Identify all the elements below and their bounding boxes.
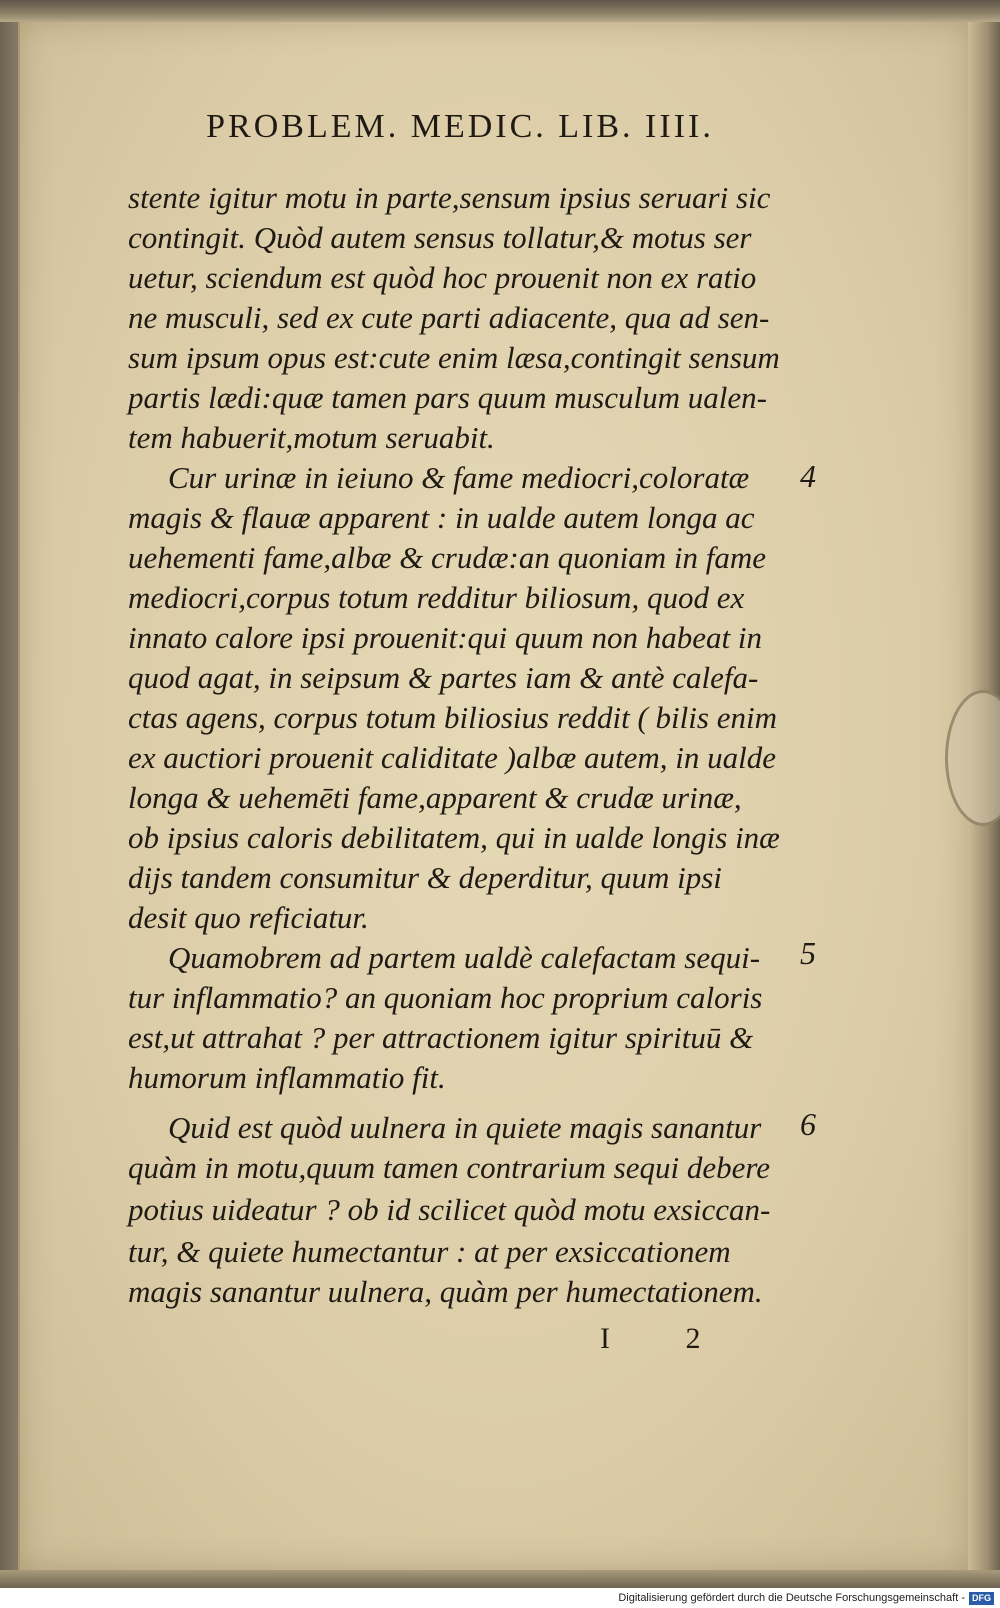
text-line: ne musculi, sed ex cute parti adiacente, qua ad sen- xyxy=(128,300,770,335)
text-line: uehementi fame,albæ & crudæ:an quoniam in fame xyxy=(128,540,766,575)
text-line: quàm in motu,quum tamen contrarium sequi debere xyxy=(128,1150,771,1185)
text-line: innato calore ipsi prouenit:qui quum non habeat in xyxy=(128,620,763,655)
text-line: quod agat, in seipsum & partes iam & antè calefa- xyxy=(128,660,759,695)
text-line: stente igitur motu in parte,sensum ipsius seruari sic xyxy=(128,180,771,215)
text-line: tur inflammatio? an quoniam hoc proprium caloris xyxy=(128,980,763,1015)
text-line: ex auctiori prouenit caliditate )albæ autem, in ualde xyxy=(128,740,777,775)
text-line: contingit. Quòd autem sensus tollatur,& motus ser xyxy=(128,220,752,255)
text-line: Cur urinæ in ieiuno & fame mediocri,coloratæ xyxy=(168,460,750,495)
text-line: sum ipsum opus est:cute enim læsa,contingit sensum xyxy=(128,340,780,375)
text-line: mediocri,corpus totum redditur biliosum, quod ex xyxy=(128,580,745,615)
text-line: Quamobrem ad partem ualdè calefactam sequi- xyxy=(168,940,761,975)
margin-number: 4 xyxy=(800,458,816,494)
text-line: magis & flauæ apparent : in ualde autem longa ac xyxy=(128,500,755,535)
text-line: desit quo reficiatur. xyxy=(128,900,369,935)
text-line: longa & uehemēti fame,apparent & crudæ urinæ, xyxy=(128,780,742,815)
dfg-logo: DFG xyxy=(969,1592,994,1605)
margin-number: 6 xyxy=(800,1106,816,1142)
text-line: uetur, sciendum est quòd hoc prouenit non ex ratio xyxy=(128,260,757,295)
running-head: PROBLEM. MEDIC. LIB. IIII. xyxy=(206,108,714,145)
signature-mark: I 2 xyxy=(600,1322,735,1355)
text-line: ctas agens, corpus totum biliosius reddit ( bilis enim xyxy=(128,700,777,735)
book-bottom-edge xyxy=(0,1570,1000,1588)
text-line: est,ut attrahat ? per attractionem igitur spirituū & xyxy=(128,1020,754,1055)
text-line: Quid est quòd uulnera in quiete magis sanantur xyxy=(168,1110,762,1145)
text-line: tur, & quiete humectantur : at per exsiccationem xyxy=(128,1234,731,1269)
margin-number: 5 xyxy=(800,935,816,971)
text-line: humorum inflammatio fit. xyxy=(128,1060,446,1095)
text-line: tem habuerit,motum seruabit. xyxy=(128,420,495,455)
text-line: magis sanantur uulnera, quàm per humectationem. xyxy=(128,1274,763,1309)
text-line: dijs tandem consumitur & deperditur, quum ipsi xyxy=(128,860,722,895)
text-line: potius uideatur ? ob id scilicet quòd motu exsiccan- xyxy=(128,1192,771,1227)
text-line: ob ipsius caloris debilitatem, qui in ualde longis inæ xyxy=(128,820,780,855)
digitization-footer xyxy=(0,1588,1000,1608)
footer-credit: Digitalisierung gefördert durch die Deutsche Forschungsgemeinschaft - xyxy=(618,1592,965,1604)
book-top-edge xyxy=(0,0,1000,22)
text-line: partis lædi:quæ tamen pars quum musculum ualen- xyxy=(128,380,767,415)
